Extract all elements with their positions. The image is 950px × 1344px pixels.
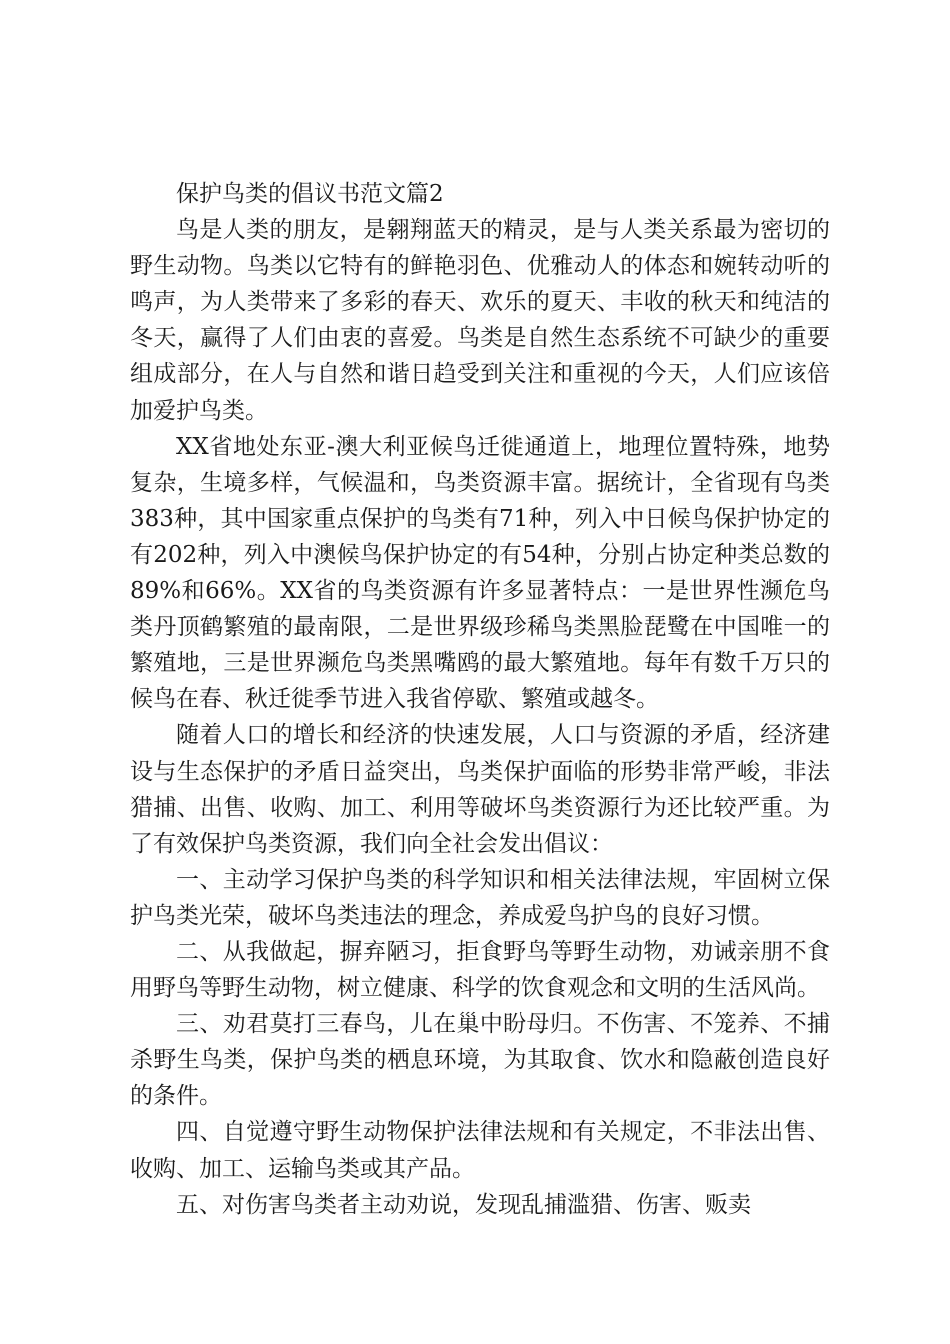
paragraph-proposal-3: 三、劝君莫打三春鸟，儿在巢中盼母归。不伤害、不笼养、不捕杀野生鸟类，保护鸟类的栖息环境，为其取食、饮水和隐蔽创造良好的条件。 xyxy=(130,1011,830,1110)
paragraph-proposal-4: 四、自觉遵守野生动物保护法律法规和有关规定，不非法出售、收购、加工、运输鸟类或其产品。 xyxy=(130,1119,830,1182)
document-body xyxy=(130,176,830,1223)
document-title: 保护鸟类的倡议书范文篇2 xyxy=(176,181,444,207)
paragraph-proposal-1: 一、主动学习保护鸟类的科学知识和相关法律法规，牢固树立保护鸟类光荣，破坏鸟类违法的理念，养成爱鸟护鸟的良好习惯。 xyxy=(130,866,830,929)
paragraph-intro: 鸟是人类的朋友，是翱翔蓝天的精灵，是与人类关系最为密切的野生动物。鸟类以它特有的鲜艳羽色、优雅动人的体态和婉转动听的鸣声，为人类带来了多彩的春天、欢乐的夏天、丰收的秋天和纯洁的冬天，赢得了人们由衷的喜爱。鸟类是自然生态系统不可缺少的重要组成部分，在人与自然和谐日趋受到关注和重视的今天，人们应该倍加爱护鸟类。 xyxy=(130,217,830,424)
paragraph-proposal-2: 二、从我做起，摒弃陋习，拒食野鸟等野生动物，劝诫亲朋不食用野鸟等野生动物，树立健康、科学的饮食观念和文明的生活风尚。 xyxy=(130,938,830,1002)
paragraph-proposal-5: 五、对伤害鸟类者主动劝说，发现乱捕滥猎、伤害、贩卖 xyxy=(176,1191,751,1218)
paragraph-province-birds: XX省地处东亚-澳大利亚候鸟迁徙通道上，地理位置特殊，地势复杂，生境多样，气候温和，鸟类资源丰富。据统计，全省现有鸟类383种，其中国家重点保护的鸟类有71种，列入中日候鸟保护协定的有202种，列入中澳候鸟保护协定的有54种，分别占协定种类总数的89%和66%。XX省的鸟类资源有许多显著特点：一是世界性濒危鸟类丹顶鹤繁殖的最南限，二是世界级珍稀鸟类黑脸琵鹭在中国唯一的繁殖地，三是世界濒危鸟类黑嘴鸥的最大繁殖地。每年有数千万只的候鸟在春、秋迁徙季节进入我省停歇、繁殖或越冬。 xyxy=(130,433,830,713)
paragraph-threats: 随着人口的增长和经济的快速发展，人口与资源的矛盾，经济建设与生态保护的矛盾日益突出，鸟类保护面临的形势非常严峻，非法猎捕、出售、收购、加工、利用等破坏鸟类资源行为还比较严重。为了有效保护鸟类资源，我们向全社会发出倡议： xyxy=(130,722,830,857)
